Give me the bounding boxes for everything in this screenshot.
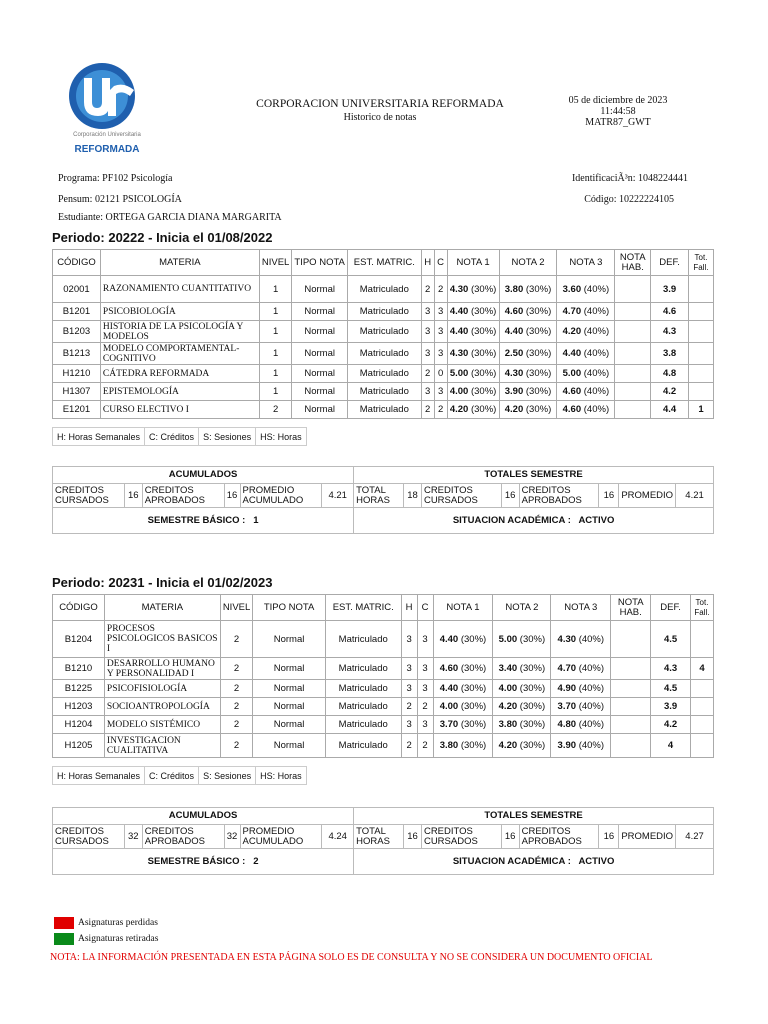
h-cell: 2 (401, 734, 417, 758)
table-row (53, 621, 714, 658)
legend-item: C: Créditos (145, 428, 199, 446)
codigo-cell: B1203 (53, 321, 101, 343)
h-cell: 3 (401, 716, 417, 734)
grade-cell: 4.30 (30%) (447, 276, 499, 303)
acumulados-header: ACUMULADOS (53, 808, 354, 825)
table-row (53, 734, 714, 758)
withdrawn-subjects-swatch (54, 933, 74, 945)
grades-table (52, 594, 714, 758)
report-subtitle: Historico de notas (343, 112, 417, 123)
h-cell: 3 (421, 343, 434, 365)
grade-cell: 4.80 (40%) (551, 716, 611, 734)
grade-cell: 4.00 (30%) (493, 680, 551, 698)
def-cell: 3.8 (651, 343, 689, 365)
h-cell: 3 (421, 383, 434, 401)
fall-cell (688, 321, 713, 343)
def-cell: 4.5 (651, 621, 691, 658)
def-cell: 4.6 (651, 303, 689, 321)
nivel-cell: 2 (220, 716, 252, 734)
period-title: Periodo: 20222 - Inicia el 01/08/2022 (52, 230, 273, 245)
hab-cell (615, 401, 651, 419)
def-cell: 3.9 (651, 698, 691, 716)
lost-subjects-swatch (54, 917, 74, 929)
student-name: Estudiante: ORTEGA GARCIA DIANA MARGARITA (58, 212, 282, 223)
hab-cell (615, 365, 651, 383)
tipo-cell: Normal (292, 321, 348, 343)
grade-cell: 4.60 (30%) (433, 658, 493, 680)
grade-cell: 3.60 (40%) (557, 276, 615, 303)
identification: IdentificaciÃ³n: 1048224441 (571, 173, 688, 184)
grade-cell: 5.00 (30%) (493, 621, 551, 658)
hab-cell (615, 321, 651, 343)
tipo-cell: Normal (253, 621, 326, 658)
tipo-cell: Normal (253, 734, 326, 758)
pensum-label: Pensum: 02121 PSICOLOGÍA (58, 194, 182, 205)
table-row (53, 716, 714, 734)
codigo-cell: B1201 (53, 303, 101, 321)
student-code: Código: 10222224105 (584, 194, 674, 205)
period-title: Periodo: 20231 - Inicia el 01/02/2023 (52, 575, 273, 590)
grade-cell: 4.90 (40%) (551, 680, 611, 698)
accumulated-table: ACUMULADOS TOTALES SEMESTRE CREDITOS CURSADOS 32 CREDITOS APROBADOS 32 PROMEDIO ACUMULADO 4.24 TOTAL HORAS 16 CREDITOS CURSADOS 16 CREDITOS APROBADOS 16 PROMEDIO 4.27 SEMESTRE BÁSICO : 2 SITUACION ACADÉMICA : ACTIVO (52, 807, 714, 875)
legend-bar (52, 427, 307, 446)
materia-cell: MODELO SISTÉMICO (104, 716, 220, 734)
est-cell: Matriculado (325, 621, 401, 658)
report-code: MATR87_GWT (585, 117, 651, 128)
fall-cell (690, 698, 713, 716)
table-row (53, 343, 714, 365)
codigo-cell: 02001 (53, 276, 101, 303)
codigo-cell: H1205 (53, 734, 105, 758)
h-cell: 2 (421, 276, 434, 303)
grade-cell: 4.20 (30%) (493, 698, 551, 716)
c-cell: 2 (434, 401, 447, 419)
withdrawn-subjects-label: Asignaturas retiradas (78, 934, 159, 944)
def-cell: 4.2 (651, 716, 691, 734)
c-cell: 3 (434, 383, 447, 401)
legend-item: S: Sesiones (199, 767, 256, 785)
grade-cell: 5.00 (40%) (557, 365, 615, 383)
codigo-cell: H1203 (53, 698, 105, 716)
tipo-cell: Normal (292, 303, 348, 321)
materia-cell: PSICOFISIOLOGÍA (104, 680, 220, 698)
grade-cell: 5.00 (30%) (447, 365, 499, 383)
h-cell: 2 (421, 401, 434, 419)
fall-cell (688, 303, 713, 321)
header-meta (548, 95, 688, 128)
legend-item: C: Créditos (145, 767, 199, 785)
materia-cell: CURSO ELECTIVO I (100, 401, 259, 419)
acumulados-header: ACUMULADOS (53, 467, 354, 484)
grade-cell: 3.80 (30%) (493, 716, 551, 734)
totales-header: TOTALES SEMESTRE (354, 467, 714, 484)
hab-cell (615, 303, 651, 321)
table-row (53, 321, 714, 343)
legend-item: H: Horas Semanales (53, 767, 145, 785)
c-cell: 2 (417, 698, 433, 716)
materia-cell: INVESTIGACION CUALITATIVA (104, 734, 220, 758)
grade-cell: 3.70 (30%) (433, 716, 493, 734)
nivel-cell: 1 (259, 343, 291, 365)
materia-cell: PSICOBIOLOGÍA (100, 303, 259, 321)
h-cell: 3 (401, 658, 417, 680)
c-cell: 2 (417, 734, 433, 758)
grade-cell: 4.40 (30%) (447, 303, 499, 321)
est-cell: Matriculado (347, 383, 421, 401)
table-header: CÓDIGO MATERIA NIVEL TIPO NOTA EST. MATRIC. H C NOTA 1 NOTA 2 NOTA 3 NOTA HAB. DEF. Tot. Fall. (53, 250, 714, 276)
grade-cell: 4.40 (30%) (433, 621, 493, 658)
logo-text-top: Corporación Universitaria (73, 132, 141, 138)
fall-cell (688, 365, 713, 383)
university-logo (62, 62, 152, 158)
def-cell: 3.9 (651, 276, 689, 303)
nivel-cell: 1 (259, 303, 291, 321)
materia-cell: SOCIOANTROPOLOGÍA (104, 698, 220, 716)
fall-cell (688, 383, 713, 401)
grade-cell: 4.40 (30%) (433, 680, 493, 698)
materia-cell: HISTORIA DE LA PSICOLOGÍA Y MODELOS (100, 321, 259, 343)
semestre-basico: SEMESTRE BÁSICO : 2 (53, 849, 354, 875)
grade-cell: 4.30 (30%) (447, 343, 499, 365)
semestre-basico: SEMESTRE BÁSICO : 1 (53, 508, 354, 534)
hab-cell (611, 658, 651, 680)
hab-cell (611, 680, 651, 698)
hab-cell (615, 383, 651, 401)
nivel-cell: 1 (259, 365, 291, 383)
fall-cell: 4 (690, 658, 713, 680)
h-cell: 3 (421, 321, 434, 343)
hab-cell (611, 716, 651, 734)
table-row (53, 680, 714, 698)
table-row (53, 698, 714, 716)
fall-cell (690, 680, 713, 698)
h-cell: 2 (401, 698, 417, 716)
materia-cell: EPISTEMOLOGÍA (100, 383, 259, 401)
c-cell: 3 (434, 303, 447, 321)
materia-cell: RAZONAMIENTO CUANTITATIVO (100, 276, 259, 303)
codigo-cell: E1201 (53, 401, 101, 419)
grade-cell: 2.50 (30%) (499, 343, 557, 365)
grade-cell: 3.40 (30%) (493, 658, 551, 680)
grade-cell: 4.00 (30%) (447, 383, 499, 401)
c-cell: 3 (434, 343, 447, 365)
hab-cell (611, 698, 651, 716)
nivel-cell: 1 (259, 383, 291, 401)
grade-cell: 4.40 (30%) (447, 321, 499, 343)
nivel-cell: 2 (220, 658, 252, 680)
grade-cell: 4.20 (30%) (499, 401, 557, 419)
est-cell: Matriculado (325, 716, 401, 734)
grade-cell: 4.20 (30%) (447, 401, 499, 419)
situacion-academica: SITUACION ACADÉMICA : ACTIVO (354, 849, 714, 875)
grade-cell: 4.70 (40%) (551, 658, 611, 680)
grade-cell: 4.40 (40%) (557, 343, 615, 365)
accumulated-table: ACUMULADOS TOTALES SEMESTRE CREDITOS CURSADOS 16 CREDITOS APROBADOS 16 PROMEDIO ACUMULADO 4.21 TOTAL HORAS 18 CREDITOS CURSADOS 16 CREDITOS APROBADOS 16 PROMEDIO 4.21 SEMESTRE BÁSICO : 1 SITUACION ACADÉMICA : ACTIVO (52, 466, 714, 534)
h-cell: 3 (421, 303, 434, 321)
c-cell: 3 (417, 716, 433, 734)
tipo-cell: Normal (292, 276, 348, 303)
grade-cell: 3.80 (30%) (499, 276, 557, 303)
h-cell: 2 (421, 365, 434, 383)
est-cell: Matriculado (347, 343, 421, 365)
materia-cell: DESARROLLO HUMANO Y PERSONALIDAD I (104, 658, 220, 680)
def-cell: 4.4 (651, 401, 689, 419)
est-cell: Matriculado (325, 734, 401, 758)
fall-cell (688, 276, 713, 303)
legend-item: HS: Horas (256, 428, 307, 446)
codigo-cell: H1204 (53, 716, 105, 734)
codigo-cell: B1213 (53, 343, 101, 365)
nivel-cell: 2 (220, 621, 252, 658)
table-row (53, 383, 714, 401)
hab-cell (615, 343, 651, 365)
h-cell: 3 (401, 621, 417, 658)
grade-cell: 4.20 (30%) (493, 734, 551, 758)
est-cell: Matriculado (347, 365, 421, 383)
table-header: CÓDIGO MATERIA NIVEL TIPO NOTA EST. MATRIC. H C NOTA 1 NOTA 2 NOTA 3 NOTA HAB. DEF. Tot. Fall. (53, 595, 714, 621)
materia-cell: PROCESOS PSICOLOGICOS BASICOS I (104, 621, 220, 658)
codigo-cell: H1210 (53, 365, 101, 383)
def-cell: 4.5 (651, 680, 691, 698)
est-cell: Matriculado (347, 303, 421, 321)
codigo-cell: B1204 (53, 621, 105, 658)
est-cell: Matriculado (325, 658, 401, 680)
report-date: 05 de diciembre de 2023 (568, 95, 668, 106)
codigo-cell: B1225 (53, 680, 105, 698)
grade-cell: 4.20 (40%) (557, 321, 615, 343)
tipo-cell: Normal (292, 383, 348, 401)
tipo-cell: Normal (253, 658, 326, 680)
fall-cell (690, 734, 713, 758)
tipo-cell: Normal (253, 680, 326, 698)
est-cell: Matriculado (325, 680, 401, 698)
grade-cell: 4.00 (30%) (433, 698, 493, 716)
codigo-cell: H1307 (53, 383, 101, 401)
h-cell: 3 (401, 680, 417, 698)
fall-cell: 1 (688, 401, 713, 419)
def-cell: 4.8 (651, 365, 689, 383)
def-cell: 4.2 (651, 383, 689, 401)
legend-item: S: Sesiones (199, 428, 256, 446)
grades-table (52, 249, 714, 419)
grade-cell: 4.60 (30%) (499, 303, 557, 321)
table-row (53, 303, 714, 321)
legend-item: H: Horas Semanales (53, 428, 145, 446)
c-cell: 2 (434, 276, 447, 303)
tipo-cell: Normal (292, 365, 348, 383)
nivel-cell: 2 (220, 680, 252, 698)
institution-name: CORPORACION UNIVERSITARIA REFORMADA (256, 98, 504, 110)
fall-cell (690, 621, 713, 658)
nivel-cell: 2 (220, 734, 252, 758)
grade-cell: 3.80 (30%) (433, 734, 493, 758)
tipo-cell: Normal (253, 716, 326, 734)
est-cell: Matriculado (347, 401, 421, 419)
materia-cell: MODELO COMPORTAMENTAL-COGNITIVO (100, 343, 259, 365)
hab-cell (611, 734, 651, 758)
codigo-cell: B1210 (53, 658, 105, 680)
header-center (230, 98, 530, 124)
table-row (53, 658, 714, 680)
tipo-cell: Normal (292, 401, 348, 419)
hab-cell (615, 276, 651, 303)
totales-header: TOTALES SEMESTRE (354, 808, 714, 825)
grade-cell: 3.90 (30%) (499, 383, 557, 401)
est-cell: Matriculado (347, 321, 421, 343)
grade-cell: 4.40 (30%) (499, 321, 557, 343)
report-time: 11:44:58 (600, 106, 636, 117)
program-label: Programa: PF102 Psicología (58, 173, 173, 184)
nivel-cell: 2 (259, 401, 291, 419)
est-cell: Matriculado (325, 698, 401, 716)
nivel-cell: 1 (259, 321, 291, 343)
c-cell: 0 (434, 365, 447, 383)
nivel-cell: 1 (259, 276, 291, 303)
def-cell: 4.3 (651, 321, 689, 343)
tipo-cell: Normal (292, 343, 348, 365)
table-row (53, 276, 714, 303)
hab-cell (611, 621, 651, 658)
logo-text-bottom: REFORMADA (74, 144, 140, 155)
grade-cell: 4.60 (40%) (557, 401, 615, 419)
grade-cell: 4.70 (40%) (557, 303, 615, 321)
tipo-cell: Normal (253, 698, 326, 716)
c-cell: 3 (417, 680, 433, 698)
situacion-academica: SITUACION ACADÉMICA : ACTIVO (354, 508, 714, 534)
def-cell: 4 (651, 734, 691, 758)
def-cell: 4.3 (651, 658, 691, 680)
table-row (53, 365, 714, 383)
grade-cell: 4.30 (30%) (499, 365, 557, 383)
fall-cell (690, 716, 713, 734)
legend-item: HS: Horas (256, 767, 307, 785)
lost-subjects-label: Asignaturas perdidas (78, 918, 158, 928)
table-row (53, 401, 714, 419)
grade-cell: 3.90 (40%) (551, 734, 611, 758)
grade-cell: 3.70 (40%) (551, 698, 611, 716)
nivel-cell: 2 (220, 698, 252, 716)
disclaimer-note: NOTA: LA INFORMACIÓN PRESENTADA EN ESTA PÁGINA SOLO ES DE CONSULTA Y NO SE CONSIDERA UN DOCUMENTO OFICIAL (50, 952, 653, 963)
c-cell: 3 (434, 321, 447, 343)
c-cell: 3 (417, 658, 433, 680)
c-cell: 3 (417, 621, 433, 658)
grade-cell: 4.30 (40%) (551, 621, 611, 658)
legend-bar (52, 766, 307, 785)
est-cell: Matriculado (347, 276, 421, 303)
grade-cell: 4.60 (40%) (557, 383, 615, 401)
fall-cell (688, 343, 713, 365)
materia-cell: CÁTEDRA REFORMADA (100, 365, 259, 383)
